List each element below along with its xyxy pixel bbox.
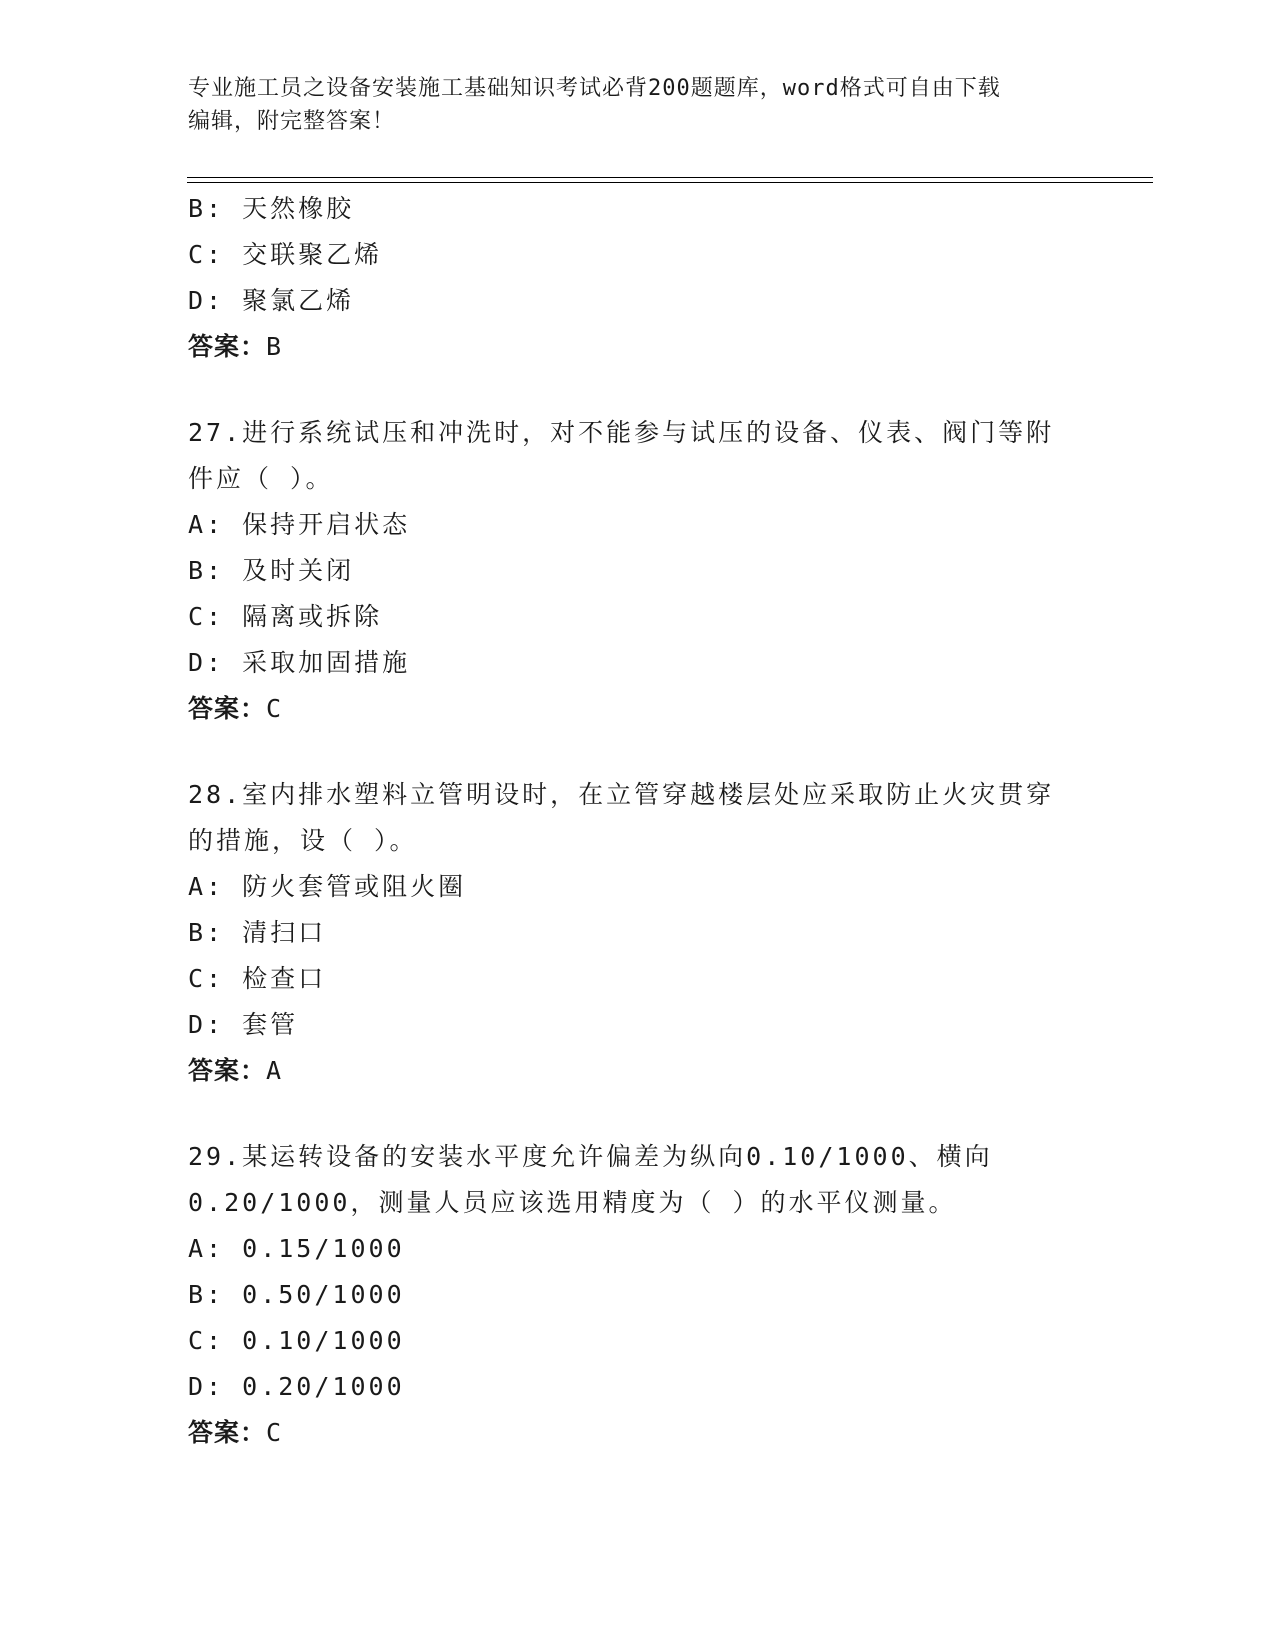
option-d: D: 0.20/1000: [188, 1372, 405, 1401]
option-c: C: 隔离或拆除: [188, 602, 383, 631]
spacer: [188, 732, 1088, 772]
option-c: C: 交联聚乙烯: [188, 240, 383, 269]
answer-value: A: [266, 1056, 283, 1085]
answer-value: C: [266, 694, 283, 723]
header-title-line-1: 专业施工员之设备安装施工基础知识考试必背200题题库，word格式可自由下载: [188, 76, 1001, 101]
answer-label: 答案：: [188, 332, 267, 361]
question-27: [188, 410, 1088, 732]
answer-value: C: [266, 1418, 283, 1447]
option-b: B: 清扫口: [188, 918, 327, 947]
option-c: C: 0.10/1000: [188, 1326, 405, 1355]
question-stem-line-2: 0.20/1000，测量人员应该选用精度为（ ）的水平仪测量。: [188, 1188, 957, 1217]
option-b: B: 天然橡胶: [188, 194, 355, 223]
option-b: B: 0.50/1000: [188, 1280, 405, 1309]
option-a: A: 防火套管或阻火圈: [188, 872, 467, 901]
answer-line: [188, 324, 1088, 370]
option-d: D: 采取加固措施: [188, 648, 411, 677]
question-stem-line-1: 27.进行系统试压和冲洗时，对不能参与试压的设备、仪表、阀门等附: [188, 418, 1055, 447]
spacer: [188, 1094, 1088, 1134]
document-header: [188, 72, 1088, 138]
answer-line: [188, 686, 1088, 732]
spacer: [188, 370, 1088, 410]
answer-label: 答案：: [188, 694, 267, 723]
question-28: [188, 772, 1088, 1094]
question-29: [188, 1134, 1088, 1456]
question-stem-line-1: 28.室内排水塑料立管明设时，在立管穿越楼层处应采取防止火灾贯穿: [188, 780, 1055, 809]
answer-label: 答案：: [188, 1056, 267, 1085]
question-26-continued: [188, 186, 1088, 370]
question-stem-line-2: 件应（ ）。: [188, 464, 334, 493]
header-divider-bottom: [187, 182, 1153, 183]
header-title-line-2: 编辑，附完整答案！: [188, 109, 396, 134]
option-a: A: 0.15/1000: [188, 1234, 405, 1263]
option-b: B: 及时关闭: [188, 556, 355, 585]
answer-value: B: [266, 332, 283, 361]
option-d: D: 套管: [188, 1010, 299, 1039]
question-stem-line-1: 29.某运转设备的安装水平度允许偏差为纵向0.10/1000、横向: [188, 1142, 993, 1171]
answer-line: [188, 1048, 1088, 1094]
question-stem-line-2: 的措施，设（ ）。: [188, 826, 418, 855]
question-list: [188, 186, 1088, 1456]
header-divider-top: [187, 177, 1153, 178]
option-c: C: 检查口: [188, 964, 327, 993]
option-a: A: 保持开启状态: [188, 510, 411, 539]
answer-label: 答案：: [188, 1418, 267, 1447]
option-d: D: 聚氯乙烯: [188, 286, 355, 315]
answer-line: [188, 1410, 1088, 1456]
